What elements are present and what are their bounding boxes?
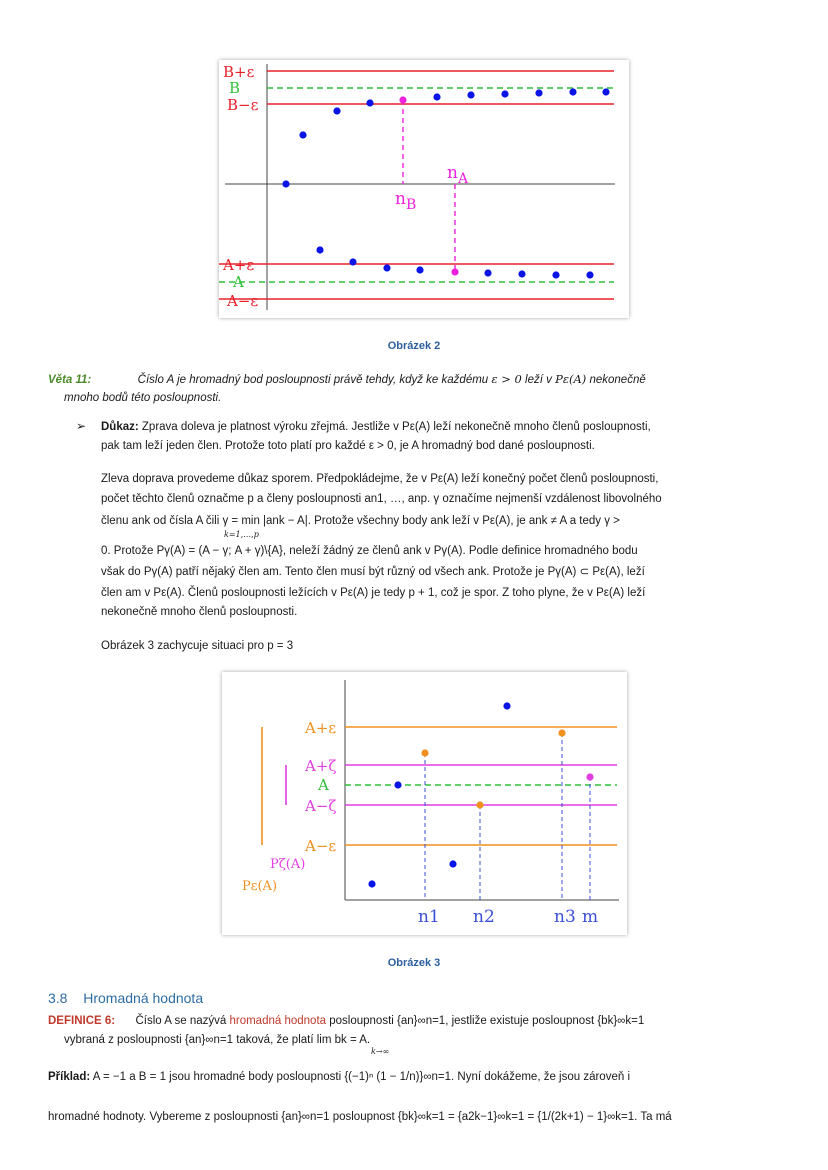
proof-p2-line3: členu ank od čísla A čili γ = min |ank − A|. Protože všechny body ank leží v Pε(A), je ank ≠ A a tedy γ > <box>101 515 620 527</box>
theorem-line-2: mnoho bodů této posloupnosti. <box>64 392 222 404</box>
point <box>416 266 423 273</box>
example-label: Příklad: <box>48 1071 91 1083</box>
section-number: 3.8 <box>48 990 68 1006</box>
point-n1 <box>421 749 428 756</box>
figure-3-svg <box>222 672 627 935</box>
point <box>552 271 559 278</box>
label-p-eps: Pε(A) <box>242 879 278 894</box>
figure-3-caption: Obrázek 3 <box>387 957 441 969</box>
label-n-a: $n_A$ <box>447 163 469 187</box>
proof-p2-line4: 0. Protože Pγ(A) = (A − γ; A + γ)\{A}, neleží žádný ze členů ank v Pγ(A). Podle definice hromadného bodu <box>101 545 638 557</box>
label-n1: n1 <box>418 907 440 927</box>
point <box>316 246 323 253</box>
point <box>383 264 390 271</box>
point <box>535 89 542 96</box>
point <box>282 180 289 187</box>
proof-p3: Obrázek 3 zachycuje situaci pro p = 3 <box>101 640 294 652</box>
label-n3: n3 <box>554 907 576 927</box>
point <box>368 880 375 887</box>
label-a-plus-eps: A+ε <box>223 256 255 274</box>
proof-p2-line7: nekonečně mnoho členů posloupnosti. <box>101 606 298 618</box>
figure-2-svg <box>219 60 629 318</box>
theorem-eps: ε > 0 <box>491 372 522 386</box>
label-a-minus-eps: A−ε <box>305 837 337 855</box>
point-m <box>586 773 593 780</box>
label-a: A <box>233 273 244 291</box>
label-a-minus-eps: A−ε <box>227 292 259 310</box>
proof-label: Důkaz: <box>101 421 139 433</box>
label-b-minus-eps: B−ε <box>227 96 259 114</box>
section-heading <box>48 990 203 1006</box>
point <box>484 269 491 276</box>
point-n2 <box>476 801 483 808</box>
point <box>602 88 609 95</box>
point-n3 <box>558 729 565 736</box>
label-a: A <box>318 776 329 794</box>
figure-2-caption: Obrázek 2 <box>387 340 441 352</box>
example-line2: hromadné hodnoty. Vybereme z posloupnosti {an}∞n=1 posloupnost {bk}∞k=1 = {a2k−1}∞k=1 = {1/(2k+1) − 1}∞k=1. Ta má <box>48 1111 672 1123</box>
definition-lim-subscript: k→∞ <box>371 1047 390 1056</box>
label-m: m <box>582 907 599 927</box>
proof-p1-line1-text: Zprava doleva je platnost výroku zřejmá. Jestliže v Pε(A) leží nekonečně mnoho členů posloupnosti, <box>141 421 651 433</box>
proof-p2-line5: však do Pγ(A) patří nějaký člen am. Tento člen musí být různý od všech ank. Protože je Pγ(A) ⊂ Pε(A), leží <box>101 566 645 578</box>
point <box>467 91 474 98</box>
proof-p2-line6: člen am v Pε(A). Členů posloupnosti ležících v Pε(A) je tedy p + 1, což je spor. Z toho plyne, že v Pε(A) leží <box>101 587 646 599</box>
point <box>333 107 340 114</box>
proof-p1-line1 <box>101 418 801 437</box>
section-title: Hromadná hodnota <box>83 990 204 1006</box>
theorem-label: Věta 11: <box>48 374 92 386</box>
point <box>586 271 593 278</box>
theorem-text-1: Číslo A je hromadný bod posloupnosti právě tehdy, když ke každému <box>137 374 489 386</box>
example-line1 <box>48 1068 808 1087</box>
proof-p2-line1: Zleva doprava provedeme důkaz sporem. Předpokládejme, že v Pε(A) leží konečný počet členů posloupnosti, <box>101 473 659 485</box>
point <box>569 88 576 95</box>
proof-p1-line2: pak tam leží jeden člen. Protože toto platí pro každé ε > 0, je A hromadný bod dané posloupnosti. <box>101 440 595 452</box>
theorem-p-eps: Pε(A) <box>555 372 587 386</box>
figure-3 <box>222 672 627 935</box>
label-n2: n2 <box>473 907 495 927</box>
proof-p2-line2: počet těchto členů označme p a členy posloupnosti an1, …, anp. γ označíme nejmenší vzdálenost libovolného <box>101 493 662 505</box>
definition-line2: vybraná z posloupnosti {an}∞n=1 taková, že platí lim bk = A. <box>64 1034 371 1046</box>
definition-text-1: Číslo A se nazývá <box>135 1015 227 1027</box>
point-n-b <box>399 96 406 103</box>
label-p-zeta: Pζ(A) <box>270 857 306 872</box>
label-a-plus-zeta: A+ζ <box>305 757 337 775</box>
definition-label: DEFINICE 6: <box>48 1015 116 1027</box>
label-b: B <box>229 79 241 97</box>
point <box>394 781 401 788</box>
point <box>503 702 510 709</box>
proof-bullet: ➢ <box>76 419 87 433</box>
point <box>518 270 525 277</box>
point-n-a <box>451 268 458 275</box>
point <box>299 131 306 138</box>
definition-term: hromadná hodnota <box>229 1015 327 1027</box>
point <box>501 90 508 97</box>
label-b-plus-eps: B+ε <box>223 63 255 81</box>
point <box>349 258 356 265</box>
point <box>449 860 456 867</box>
theorem-text-3: nekonečně <box>589 374 646 386</box>
definition-text-2: posloupnosti {an}∞n=1, jestliže existuje posloupnost {bk}∞k=1 <box>329 1015 645 1027</box>
example-line1-text: A = −1 a B = 1 jsou hromadné body posloupnosti {(−1)ⁿ (1 − 1/n)}∞n=1. Nyní dokážeme, že jsou zároveň i <box>92 1071 630 1083</box>
theorem-11 <box>48 370 788 390</box>
label-a-plus-eps: A+ε <box>305 719 337 737</box>
point <box>366 99 373 106</box>
definition-line1 <box>48 1012 808 1031</box>
theorem-text-2: leží v <box>525 374 552 386</box>
proof-min-subscript: k=1,…,p <box>224 530 259 539</box>
figure-2 <box>219 60 629 318</box>
label-n-b: $n_B$ <box>395 189 417 213</box>
point <box>433 93 440 100</box>
label-a-minus-zeta: A−ζ <box>305 797 337 815</box>
